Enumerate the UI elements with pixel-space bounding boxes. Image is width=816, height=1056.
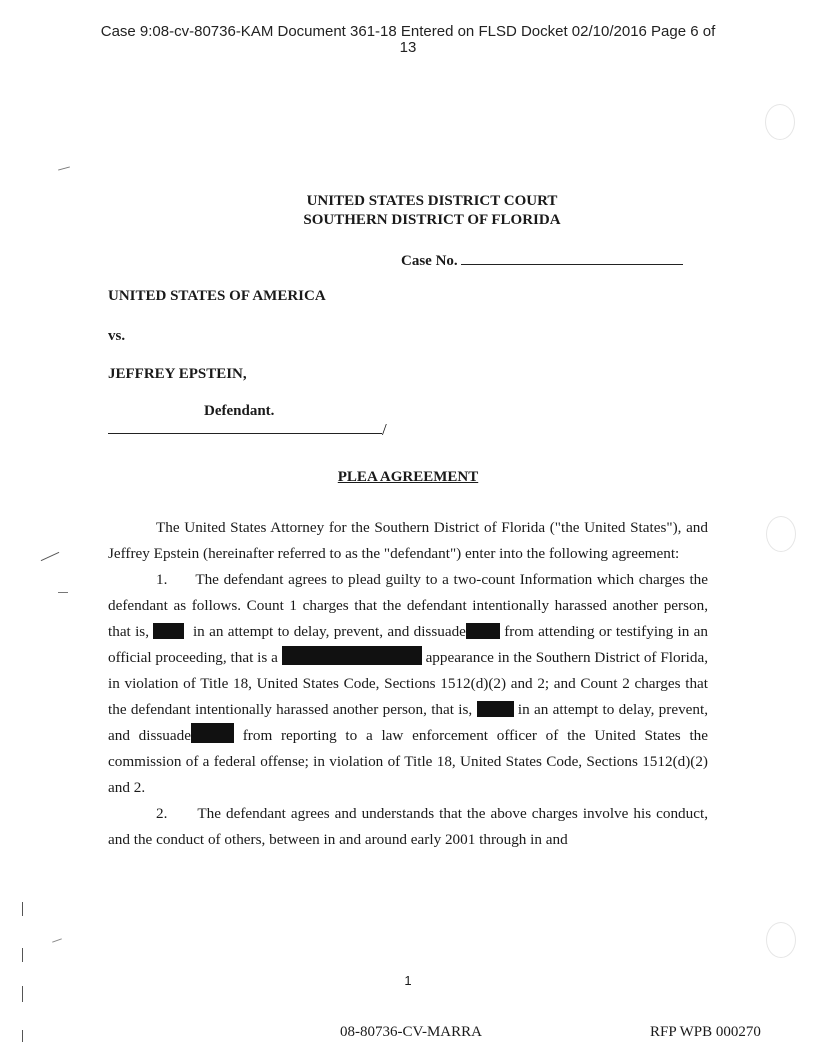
redaction-box [191,723,234,743]
scan-mark [22,902,23,916]
punch-hole-mark [766,922,796,958]
defendant-name: JEFFREY EPSTEIN, [108,366,247,382]
paragraph-2 [108,801,708,853]
footer-bates-number: RFP WPB 000270 [650,1024,761,1040]
document-title-wrap [0,468,816,486]
versus-label: vs. [108,328,126,344]
scan-mark [22,948,23,962]
case-number-field [401,250,683,270]
paragraph-1-text-a: The defendant agrees to plead guilty to a two-count Information which charges the defendant as follows. Count 1 charges that the defendant intentionally harassed another person, that is, [108,571,708,640]
court-name [0,192,816,230]
scan-mark [58,592,68,593]
scan-mark [52,938,62,942]
plaintiff-name: UNITED STATES OF AMERICA [108,288,326,304]
scan-mark [41,552,60,561]
filing-header [0,24,816,56]
filing-header-line2: 13 [399,39,417,56]
court-line2: SOUTHERN DISTRICT OF FLORIDA [303,212,561,228]
redaction-box [282,646,422,665]
filing-header-line1: Case 9:08-cv-80736-KAM Document 361-18 Entered on FLSD Docket 02/10/2016 Page 6 of [100,23,716,40]
paragraph-1 [108,567,708,801]
page-number: 1 [404,973,412,988]
scan-mark [22,986,23,1002]
paragraph-1-text-c: from attending or testifying in an official proceeding, that is a [108,623,708,666]
paragraph-1-number: 1. [156,571,168,588]
scan-mark [58,166,70,170]
caption-slash: / [382,420,387,439]
case-number-blank [461,250,683,265]
court-line1: UNITED STATES DISTRICT COURT [306,193,558,209]
redaction-box [477,701,514,717]
scan-mark [22,1030,23,1042]
paragraph-1-text-e: in an attempt to delay, prevent, and dissuade [108,701,709,744]
paragraph-1-text-b: in an attempt to delay, prevent, and dissuade [192,623,466,640]
agreement-body [108,515,708,853]
footer-case-number: 08-80736-CV-MARRA [340,1024,482,1040]
document-title: PLEA AGREEMENT [337,469,479,485]
paragraph-2-text: The defendant agrees and understands that the above charges involve his conduct, and the conduct of others, between in and around early 2001 through in and [108,805,708,848]
punch-hole-mark [766,516,796,552]
defendant-role: Defendant. [204,403,275,419]
paragraph-2-number: 2. [156,805,168,822]
punch-hole-mark [765,104,795,140]
case-number-label: Case No. [401,253,458,269]
intro-paragraph: The United States Attorney for the Southern District of Florida ("the United States"), and Jeffrey Epstein (hereinafter referred to as the "defendant") enter into the following agreement: [108,519,708,562]
redaction-box [466,623,500,639]
paragraph-1-text-d: appearance in the Southern District of Florida, in violation of Title 18, United States Code, Sections 1512(d)(2) and 2; and Count 2 charges that the defendant intentionally harassed another person, that is, [108,649,708,718]
paragraph-1-text-f: from reporting to a law enforcement officer of the United States the commission of a federal offense; in violation of Title 18, United States Code, Sections 1512(d)(2) and 2. [108,727,709,796]
caption-underline [108,433,382,434]
redaction-box [153,623,184,639]
